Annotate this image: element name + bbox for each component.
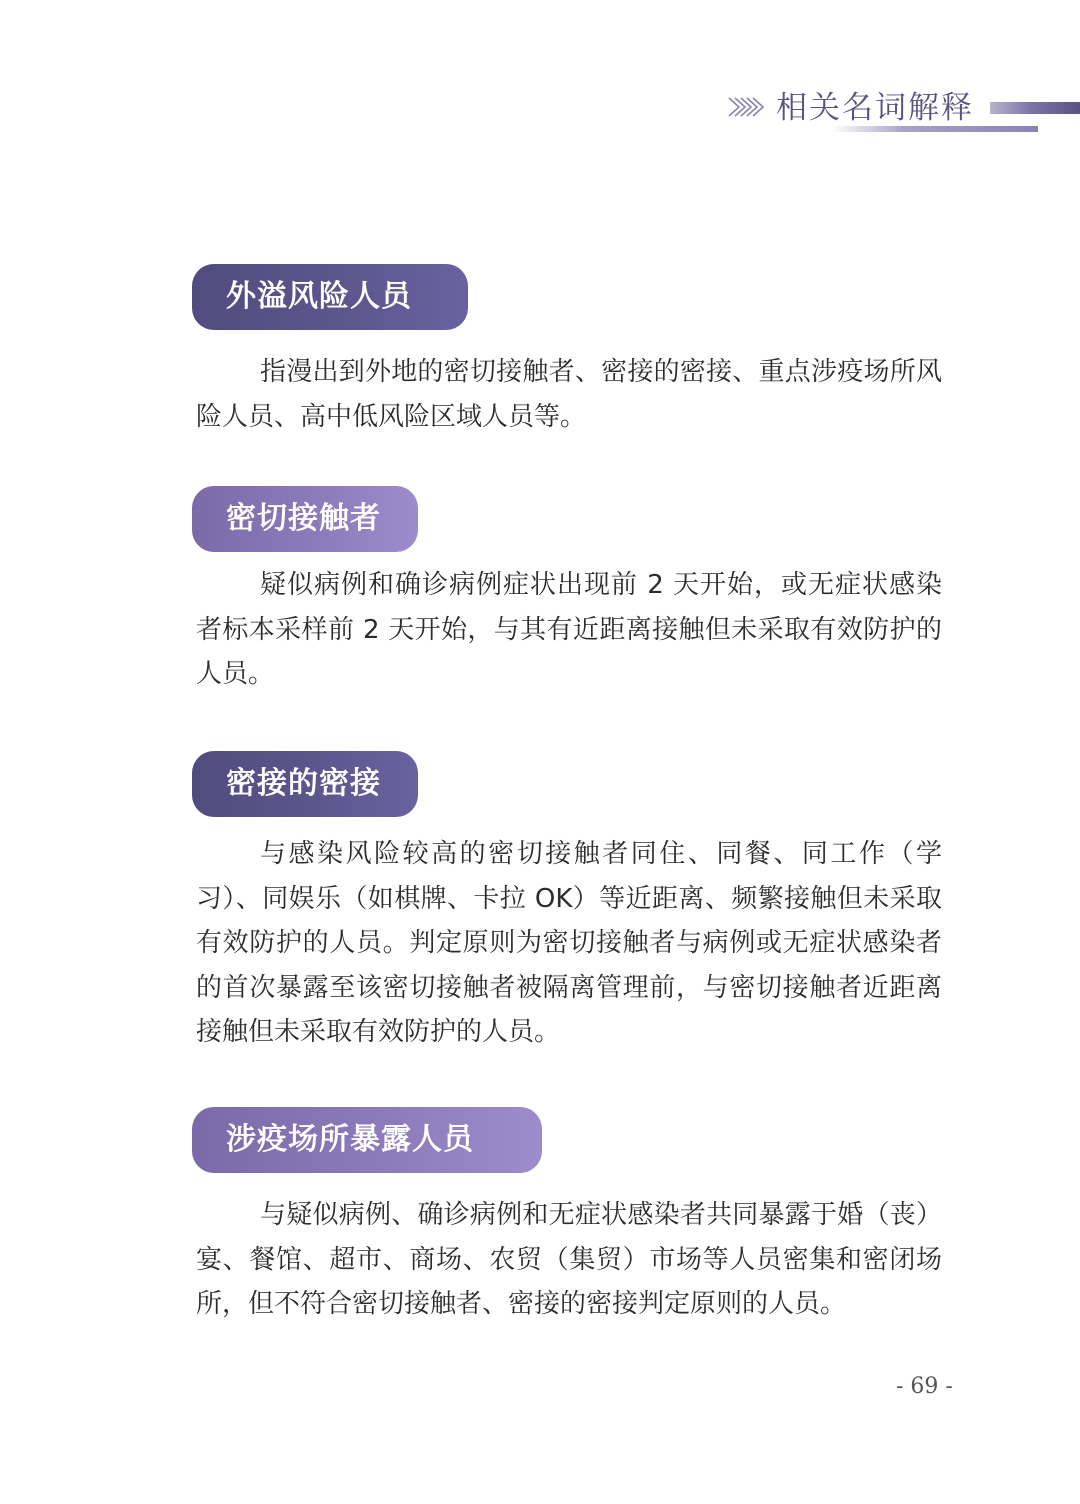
double-chevron-right-icon (727, 96, 767, 118)
term-definition-spillover-risk-personnel: 指漫出到外地的密切接触者、密接的密接、重点涉疫场所风险人员、高中低风险区域人员等。 (196, 357, 942, 432)
term-heading-spillover-risk-personnel: 外溢风险人员 (192, 264, 468, 330)
term-definition-venue-exposed-personnel: 与疑似病例、确诊病例和无症状感染者共同暴露于婚（丧）宴、餐馆、超市、商场、农贸（集贸）市场等人员密集和密闭场所，但不符合密切接触者、密接的密接判定原则的人员。 (196, 1200, 942, 1319)
term-heading-venue-exposed-personnel: 涉疫场所暴露人员 (192, 1107, 542, 1173)
header-underline (832, 126, 1038, 132)
term-definition-secondary-contact: 与感染风险较高的密切接触者同住、同餐、同工作（学习）、同娱乐（如棋牌、卡拉 OK）等近距离、频繁接触但未采取有效防护的人员。判定原则为密切接触者与病例或无症状感染者的首次暴露至该密切接触者被隔离管理前，与密切接触者近距离接触但未采取有效防护的人员。 (196, 839, 942, 1047)
term-heading-secondary-contact: 密接的密接 (192, 751, 418, 817)
page-number: - 69 - (896, 1374, 953, 1399)
header-accent-bar (990, 102, 1080, 114)
section-header-title: 相关名词解释 (776, 90, 974, 126)
term-definition-close-contact: 疑似病例和确诊病例症状出现前 2 天开始，或无症状感染者标本采样前 2 天开始，与其有近距离接触但未采取有效防护的人员。 (196, 570, 942, 689)
term-heading-close-contact: 密切接触者 (192, 486, 418, 552)
